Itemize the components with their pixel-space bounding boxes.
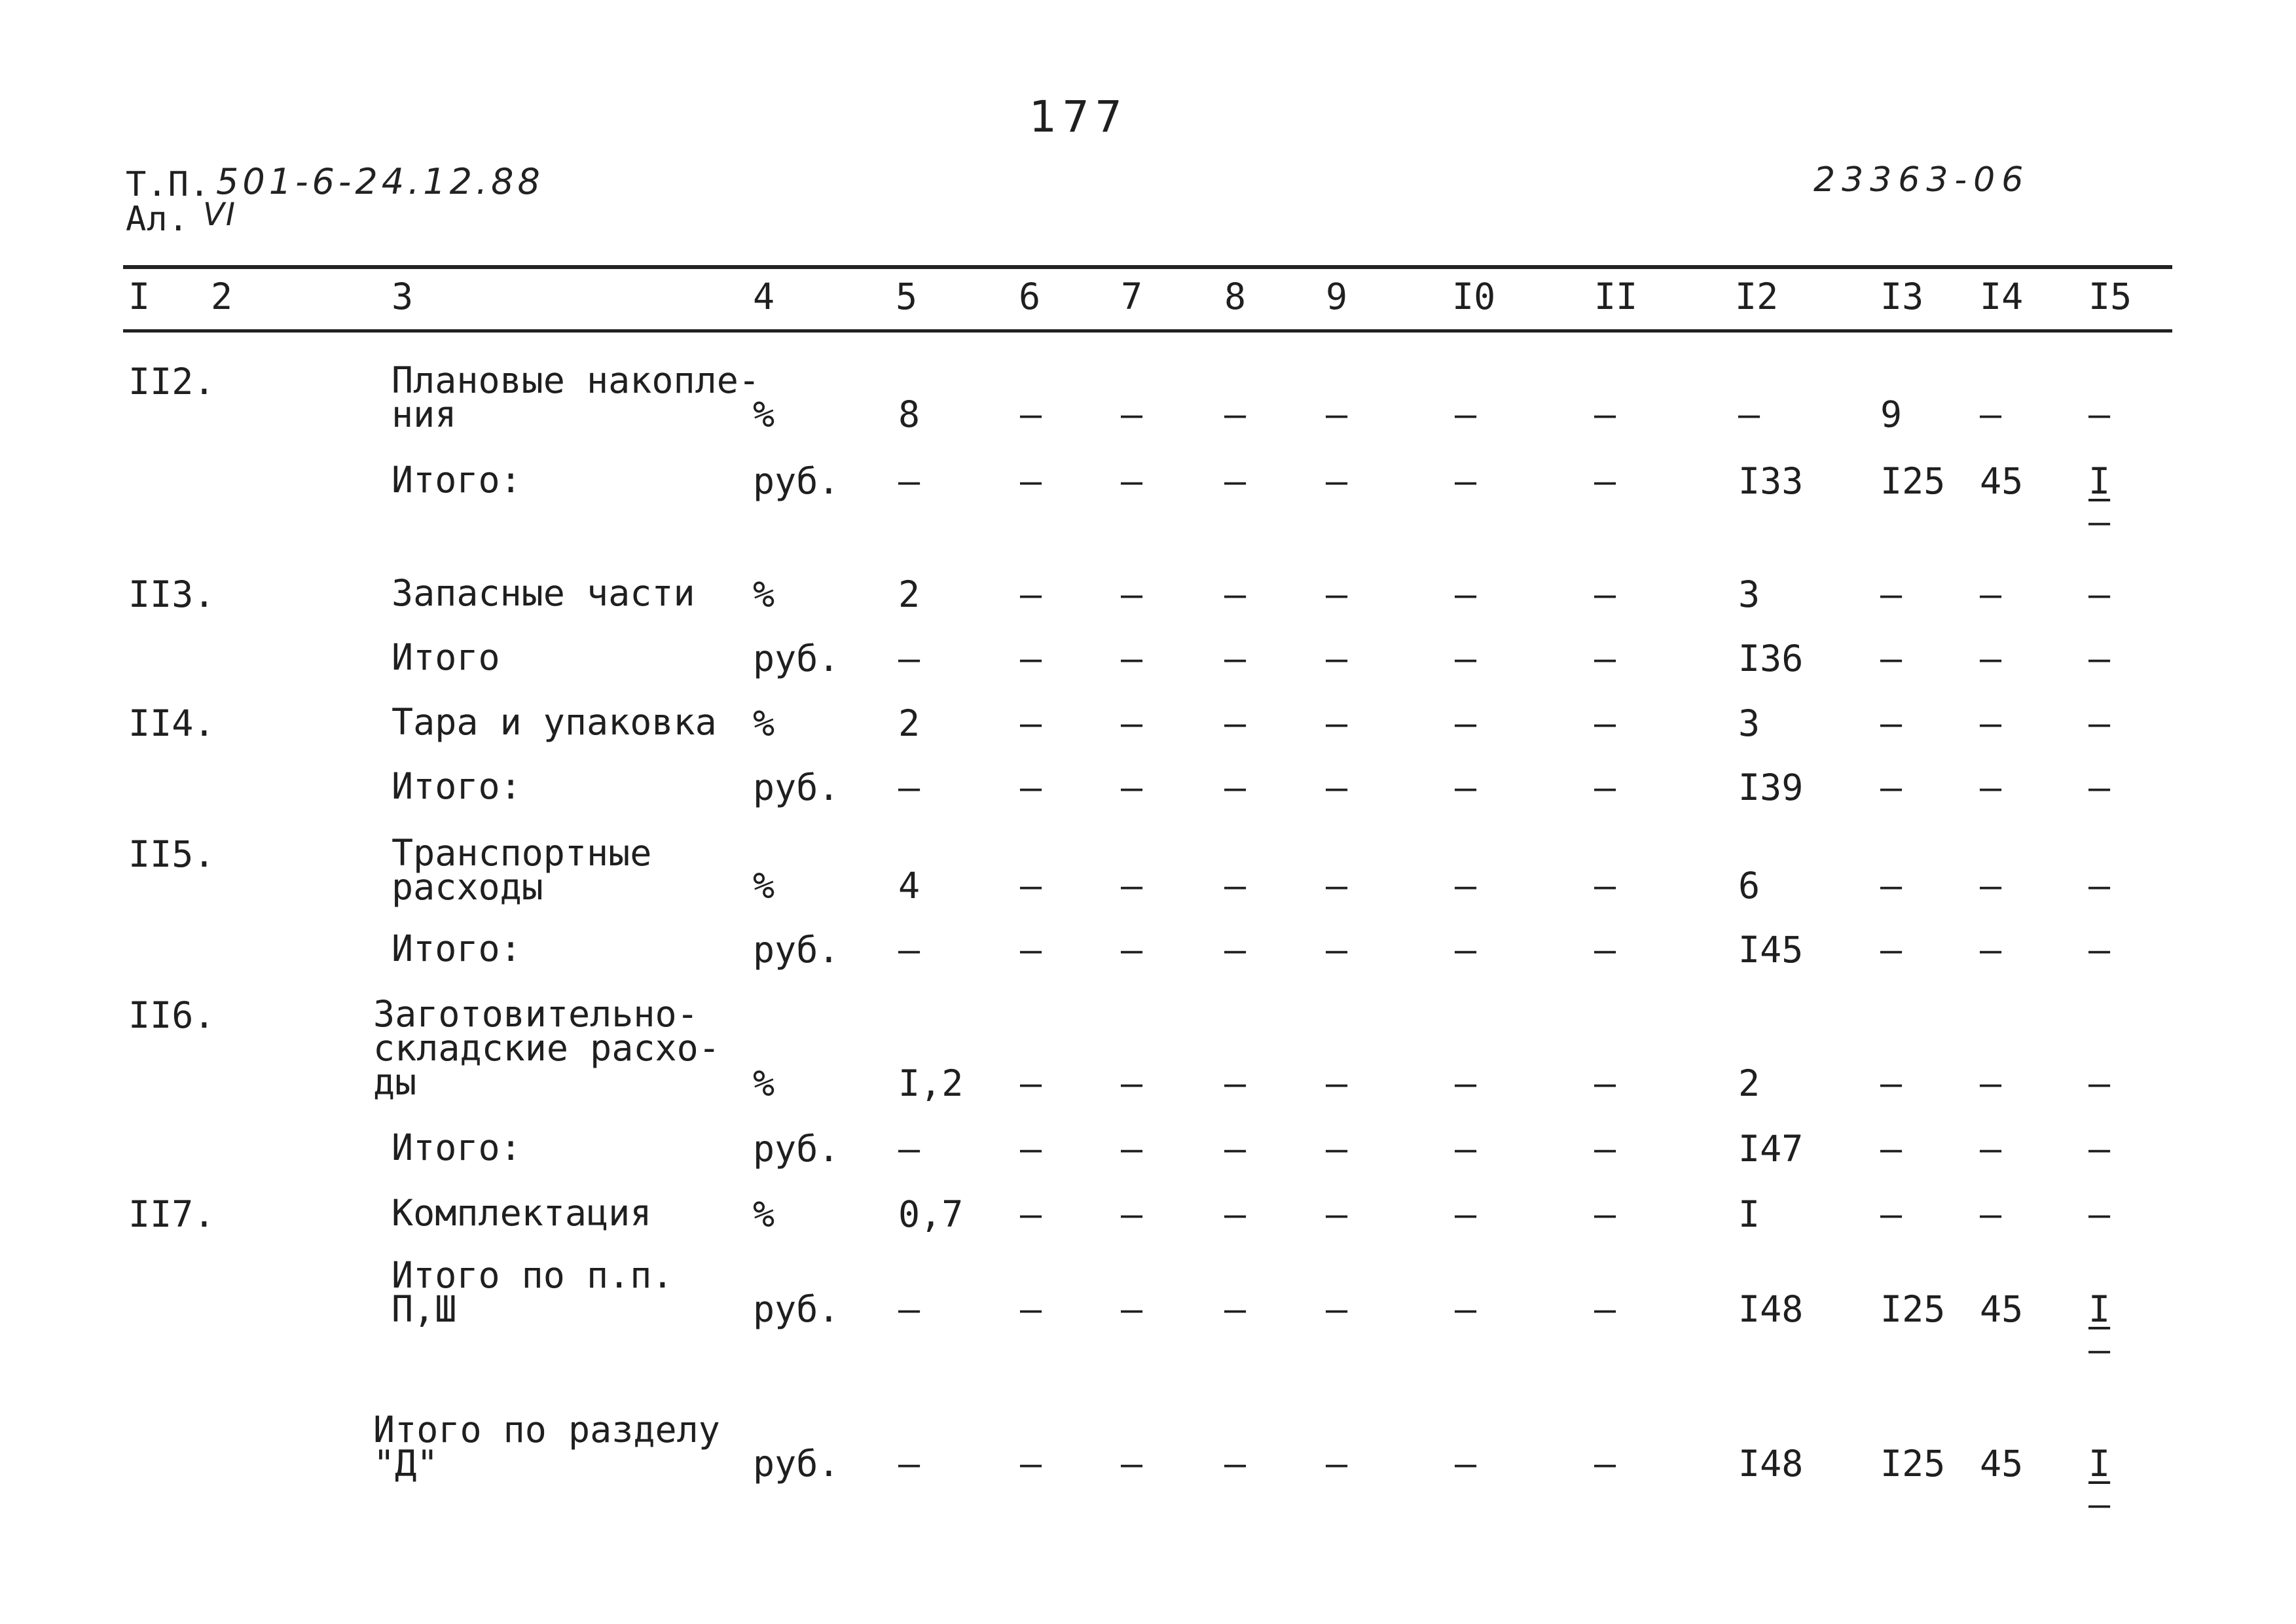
row-cell-col-12: 2: [1738, 1062, 1760, 1104]
row-cell-col-7: –: [1121, 1288, 1143, 1330]
row-cell-col-7: –: [1121, 638, 1143, 679]
row-unit: руб.: [753, 460, 840, 502]
row-cell-col-9: –: [1326, 1062, 1348, 1104]
col-header-7: 7: [1121, 276, 1143, 317]
row-cell-col-13: –: [1880, 573, 1903, 615]
row-unit: руб.: [753, 929, 840, 971]
row-cell-col-14: –: [1980, 702, 2002, 744]
row-cell-col-13: –: [1880, 767, 1903, 808]
row-cell-col-12: –: [1738, 393, 1760, 435]
row-cell-col-5: –: [898, 460, 920, 502]
row-item-name: Итого:: [392, 928, 522, 969]
row-cell-col-9: –: [1326, 702, 1348, 744]
col-header-6: 6: [1019, 276, 1041, 317]
row-cell-col-15: –: [2088, 393, 2111, 435]
row-cell-col-15: –: [2088, 865, 2111, 907]
row-number: II2.: [128, 361, 215, 403]
row-cell-col-14: –: [1980, 1128, 2002, 1170]
col-header-10: I0: [1452, 276, 1496, 317]
col-header-5: 5: [896, 276, 918, 317]
row-cell-col-9: –: [1326, 460, 1348, 502]
col-header-15: I5: [2088, 276, 2132, 317]
row-number: II4.: [128, 702, 215, 744]
row-cell-col-12: I36: [1738, 638, 1804, 679]
row-cell-col-5: –: [898, 638, 920, 679]
row-cell-col-13: 9: [1880, 393, 1903, 435]
row-number: II7.: [128, 1193, 215, 1235]
row-unit: %: [753, 573, 775, 615]
row-cell-col-8: –: [1224, 1062, 1247, 1104]
row-cell-col-14: 45: [1980, 1443, 2024, 1485]
col-header-13: I3: [1880, 276, 1924, 317]
row-number: II3.: [128, 573, 215, 615]
row-cell-col-10: –: [1455, 767, 1477, 808]
row-cell-col-11: –: [1594, 460, 1616, 502]
page-number: 177: [1029, 92, 1127, 142]
row-item-name: Итого:: [392, 765, 522, 807]
row-cell-col-11: –: [1594, 1193, 1616, 1235]
row-item-name: Заготовительно- складские расхо- ды: [373, 993, 720, 1103]
col-header-11: II: [1594, 276, 1638, 317]
row-cell-col-5: 4: [898, 865, 920, 907]
row-cell-col-12: I: [1738, 1193, 1760, 1235]
row-cell-col-5: –: [898, 1288, 920, 1330]
row-cell-col-8: –: [1224, 702, 1247, 744]
row-cell-col-10: –: [1455, 393, 1477, 435]
row-cell-col-7: –: [1121, 1128, 1143, 1170]
row-cell-col-13: I25: [1880, 460, 1946, 502]
row-cell-col-9: –: [1326, 767, 1348, 808]
row-item-name: Комплектация: [392, 1192, 652, 1234]
row-cell-col-10: –: [1455, 1062, 1477, 1104]
row-cell-col-10: –: [1455, 573, 1477, 615]
row-cell-col-6: –: [1020, 767, 1042, 808]
sheet-number: VI: [203, 196, 236, 233]
row-cell-col-8: –: [1224, 929, 1247, 971]
row-cell-col-13: I25: [1880, 1443, 1946, 1485]
row-cell-col-7: –: [1121, 393, 1143, 435]
row-cell-col-5: 0,7: [898, 1193, 964, 1235]
row-unit: руб.: [753, 1128, 840, 1170]
row-cell-col-8: –: [1224, 638, 1247, 679]
row-cell-col-6: –: [1020, 573, 1042, 615]
row-cell-col-12: I33: [1738, 460, 1804, 502]
row-cell-col-8: –: [1224, 767, 1247, 808]
row-cell-col-6: –: [1020, 460, 1042, 502]
row-cell-col-10: –: [1455, 702, 1477, 744]
row-cell-col-14: –: [1980, 767, 2002, 808]
row-cell-col-15: –: [2088, 767, 2111, 808]
row-item-name: Итого по п.п. П,Ш: [392, 1254, 674, 1330]
col-header-14: I4: [1980, 276, 2024, 317]
row-cell-col-9: –: [1326, 1443, 1348, 1485]
row-cell-col-12: 6: [1738, 865, 1760, 907]
row-cell-col-8: –: [1224, 1288, 1247, 1330]
row-cell-col-13: –: [1880, 702, 1903, 744]
row-cell-col-8: –: [1224, 865, 1247, 907]
row-cell-col-8: –: [1224, 460, 1247, 502]
doc-ref-number: 501-6-24.12.88: [216, 161, 544, 202]
row-cell-col-10: –: [1455, 1443, 1477, 1485]
row-item-name: Плановые накопле- ния: [392, 359, 760, 435]
row-item-name: Итого:: [392, 1127, 522, 1168]
row-item-name: Транспортные расходы: [392, 832, 652, 908]
doc-ref-prefix: Т.П.: [126, 165, 211, 204]
row-cell-col-11: –: [1594, 767, 1616, 808]
row-cell-col-6: –: [1020, 1128, 1042, 1170]
row-cell-col-10: –: [1455, 460, 1477, 502]
row-cell-col-5: 2: [898, 702, 920, 744]
row-cell-col-13: –: [1880, 638, 1903, 679]
row-item-name: Итого:: [392, 459, 522, 501]
row-cell-col-13: –: [1880, 1193, 1903, 1235]
row-cell-col-14: –: [1980, 638, 2002, 679]
row-cell-col-15: –: [2088, 1193, 2111, 1235]
row-item-name: Тара и упаковка: [392, 701, 717, 743]
row-cell-col-11: –: [1594, 865, 1616, 907]
row-cell-col-15: I: [2088, 1288, 2111, 1330]
row-unit: руб.: [753, 638, 840, 679]
row-cell-col-10: –: [1455, 638, 1477, 679]
row-cell-col-15: –: [2088, 1062, 2111, 1104]
row-cell-col-7: –: [1121, 1062, 1143, 1104]
row-cell-col-13: –: [1880, 1128, 1903, 1170]
col-header-2: 2: [211, 276, 233, 317]
col-header-1: I: [128, 276, 151, 317]
row-cell-col-11: –: [1594, 1443, 1616, 1485]
row-cell-col-9: –: [1326, 1288, 1348, 1330]
row-cell-col-7: –: [1121, 702, 1143, 744]
row-cell-col-12: I45: [1738, 929, 1804, 971]
row-cell-col-14: 45: [1980, 460, 2024, 502]
row-cell-col-13: I25: [1880, 1288, 1946, 1330]
row-cell-col-9: –: [1326, 638, 1348, 679]
row-cell-col-7: –: [1121, 460, 1143, 502]
row-cell-col-5: –: [898, 767, 920, 808]
row-cell-col-6: –: [1020, 393, 1042, 435]
table-top-rule: [123, 265, 2172, 269]
row-cell-col-8: –: [1224, 1443, 1247, 1485]
col-header-3: 3: [392, 276, 414, 317]
row-cell-col-9: –: [1326, 1193, 1348, 1235]
row-cell-col-15-continuation: –: [2088, 1329, 2111, 1371]
row-cell-col-15: –: [2088, 929, 2111, 971]
row-item-name: Итого по разделу "Д": [373, 1409, 720, 1485]
row-cell-col-5: I,2: [898, 1062, 964, 1104]
row-cell-col-6: –: [1020, 865, 1042, 907]
row-item-name: Итого: [392, 636, 500, 678]
row-cell-col-7: –: [1121, 767, 1143, 808]
row-unit: %: [753, 702, 775, 744]
row-cell-col-14: –: [1980, 865, 2002, 907]
row-cell-col-15-continuation: –: [2088, 501, 2111, 543]
row-cell-col-6: –: [1020, 1443, 1042, 1485]
row-unit: руб.: [753, 767, 840, 808]
row-cell-col-10: –: [1455, 1128, 1477, 1170]
row-cell-col-5: 2: [898, 573, 920, 615]
row-cell-col-11: –: [1594, 1128, 1616, 1170]
row-cell-col-11: –: [1594, 929, 1616, 971]
row-cell-col-12: I39: [1738, 767, 1804, 808]
row-cell-col-13: –: [1880, 1062, 1903, 1104]
row-cell-col-15: –: [2088, 638, 2111, 679]
col-header-8: 8: [1224, 276, 1247, 317]
row-cell-col-6: –: [1020, 1288, 1042, 1330]
row-cell-col-8: –: [1224, 393, 1247, 435]
row-cell-col-14: –: [1980, 1062, 2002, 1104]
col-header-9: 9: [1326, 276, 1348, 317]
col-header-4: 4: [753, 276, 775, 317]
row-cell-col-15: –: [2088, 573, 2111, 615]
row-cell-col-13: –: [1880, 929, 1903, 971]
row-cell-col-7: –: [1121, 573, 1143, 615]
row-cell-col-5: –: [898, 929, 920, 971]
row-cell-col-14: –: [1980, 1193, 2002, 1235]
row-cell-col-11: –: [1594, 1288, 1616, 1330]
row-cell-col-7: –: [1121, 865, 1143, 907]
row-cell-col-9: –: [1326, 573, 1348, 615]
row-cell-col-15: I: [2088, 460, 2111, 502]
row-cell-col-13: –: [1880, 865, 1903, 907]
row-cell-col-9: –: [1326, 393, 1348, 435]
row-cell-col-14: 45: [1980, 1288, 2024, 1330]
row-cell-col-12: I47: [1738, 1128, 1804, 1170]
row-cell-col-5: –: [898, 1443, 920, 1485]
row-unit: руб.: [753, 1288, 840, 1330]
row-cell-col-14: –: [1980, 929, 2002, 971]
row-cell-col-14: –: [1980, 573, 2002, 615]
row-cell-col-9: –: [1326, 865, 1348, 907]
row-cell-col-8: –: [1224, 573, 1247, 615]
row-cell-col-7: –: [1121, 1443, 1143, 1485]
row-cell-col-11: –: [1594, 1062, 1616, 1104]
row-cell-col-11: –: [1594, 638, 1616, 679]
row-cell-col-7: –: [1121, 1193, 1143, 1235]
row-unit: руб.: [753, 1443, 840, 1485]
row-cell-col-9: –: [1326, 929, 1348, 971]
row-cell-col-6: –: [1020, 702, 1042, 744]
row-cell-col-11: –: [1594, 573, 1616, 615]
row-number: II6.: [128, 994, 215, 1036]
row-cell-col-12: I48: [1738, 1288, 1804, 1330]
sheet-prefix: Ал.: [126, 200, 189, 239]
row-cell-col-12: 3: [1738, 573, 1760, 615]
row-cell-col-15: –: [2088, 702, 2111, 744]
row-cell-col-5: 8: [898, 393, 920, 435]
row-cell-col-8: –: [1224, 1193, 1247, 1235]
row-cell-col-15-continuation: –: [2088, 1483, 2111, 1525]
row-item-name: Запасные части: [392, 572, 695, 614]
row-cell-col-12: 3: [1738, 702, 1760, 744]
row-cell-col-10: –: [1455, 1288, 1477, 1330]
row-cell-col-5: –: [898, 1128, 920, 1170]
row-cell-col-8: –: [1224, 1128, 1247, 1170]
row-cell-col-10: –: [1455, 1193, 1477, 1235]
row-cell-col-14: –: [1980, 393, 2002, 435]
row-cell-col-10: –: [1455, 929, 1477, 971]
row-unit: %: [753, 1062, 775, 1104]
table-header-rule: [123, 329, 2172, 333]
document-code: 23363-06: [1813, 160, 2030, 200]
row-number: II5.: [128, 833, 215, 875]
row-unit: %: [753, 1193, 775, 1235]
row-cell-col-6: –: [1020, 638, 1042, 679]
col-header-12: I2: [1735, 276, 1779, 317]
row-cell-col-9: –: [1326, 1128, 1348, 1170]
row-cell-col-15: –: [2088, 1128, 2111, 1170]
row-cell-col-10: –: [1455, 865, 1477, 907]
row-cell-col-12: I48: [1738, 1443, 1804, 1485]
row-unit: %: [753, 865, 775, 907]
row-cell-col-6: –: [1020, 1193, 1042, 1235]
row-unit: %: [753, 393, 775, 435]
row-cell-col-7: –: [1121, 929, 1143, 971]
row-cell-col-6: –: [1020, 929, 1042, 971]
row-cell-col-6: –: [1020, 1062, 1042, 1104]
row-cell-col-11: –: [1594, 393, 1616, 435]
row-cell-col-15: I: [2088, 1443, 2111, 1485]
row-cell-col-11: –: [1594, 702, 1616, 744]
